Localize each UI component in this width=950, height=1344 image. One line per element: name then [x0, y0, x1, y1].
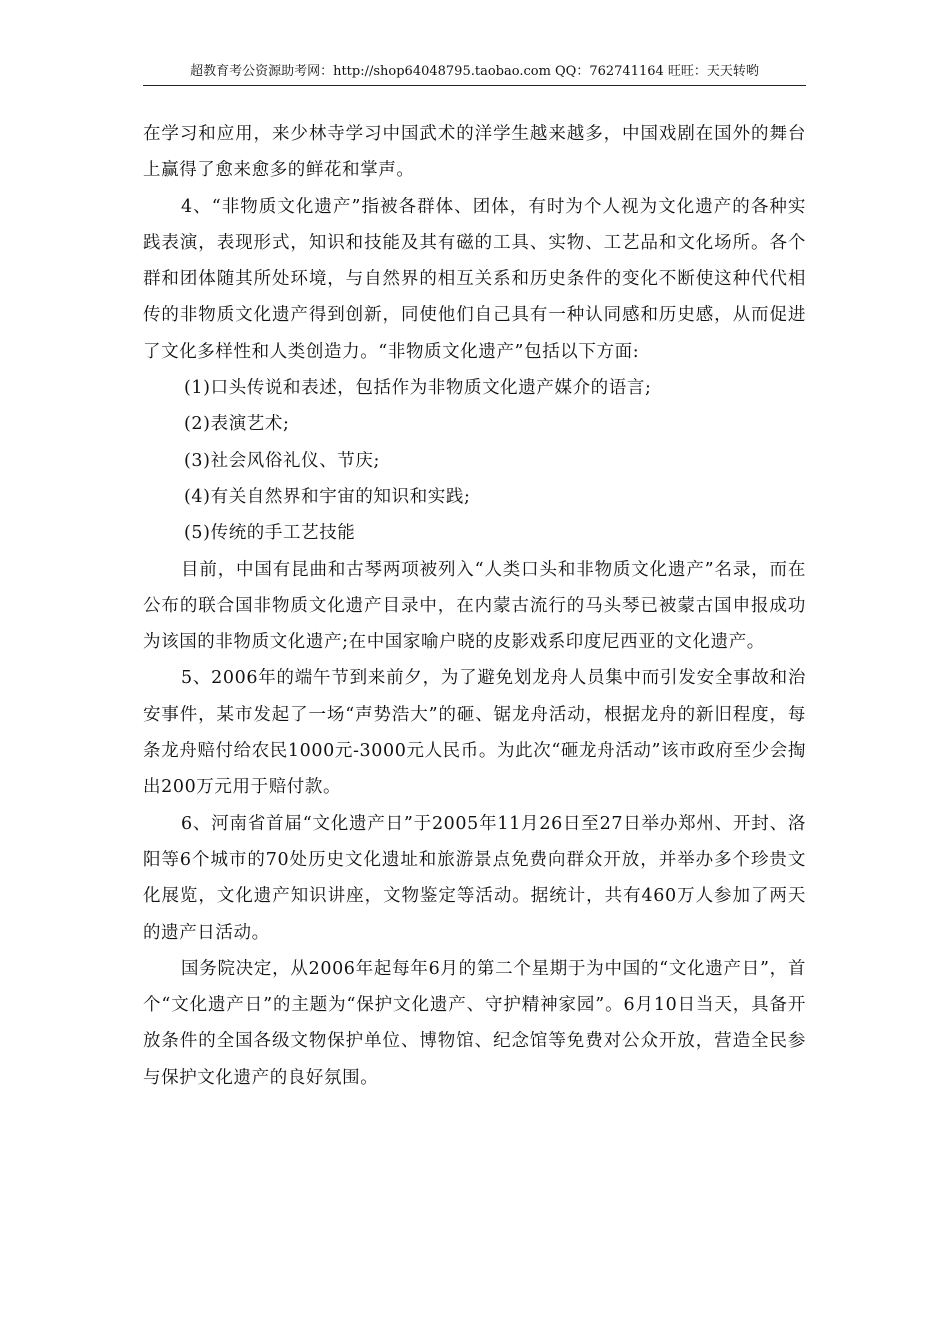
document-body [143, 116, 806, 1096]
paragraph-continuation: 在学习和应用，来少林寺学习中国武术的洋学生越来越多，中国戏剧在国外的舞台上赢得了愈来愈多的鲜花和掌声。 [143, 124, 806, 181]
paragraph-heritage-day: 国务院决定，从2006年起每年6月的第二个星期于为中国的“文化遗产日”，首个“文化遗产日”的主题为“保护文化遗产、守护精神家园”。6月10日当天，具备开放条件的全国各级文物保护单位、博物馆、纪念馆等免费对公众开放，营造全民参与保护文化遗产的良好氛围。 [143, 958, 806, 1088]
paragraph-current-status: 目前，中国有昆曲和古琴两项被列入“人类口头和非物质文化遗产”名录，而在公布的联合国非物质文化遗产目录中，在内蒙古流行的马头琴已被蒙古国申报成功为该国的非物质文化遗产;在中国家喻户晓的皮影戏系印度尼西亚的文化遗产。 [143, 559, 806, 653]
paragraph-item-6: 6、河南省首届“文化遗产日”于2005年11月26日至27日举办郑州、开封、洛阳等6个城市的70处历史文化遗址和旅游景点免费向群众开放，并举办多个珍贵文化展览，文化遗产知识讲座，文物鉴定等活动。据统计，共有460万人参加了两天的遗产日活动。 [143, 813, 806, 943]
list-item-4: (4)有关自然界和宇宙的知识和实践; [184, 486, 471, 507]
paragraph-item-5: 5、2006年的端午节到来前夕，为了避免划龙舟人员集中而引发安全事故和治安事件，某市发起了一场“声势浩大”的砸、锯龙舟活动，根据龙舟的新旧程度，每条龙舟赔付给农民1000元-3000元人民币。为此次“砸龙舟活动”该市政府至少会掏出200万元用于赔付款。 [143, 668, 806, 798]
list-item-3: (3)社会风俗礼仪、节庆; [184, 450, 380, 471]
page-header: 超教育考公资源助考网：http://shop64048795.taobao.com QQ：762741164 旺旺：天天转哟 [143, 63, 806, 86]
paragraph-item-4: 4、“非物质文化遗产”指被各群体、团体，有时为个人视为文化遗产的各种实践表演，表现形式，知识和技能及其有磁的工具、实物、工艺品和文化场所。各个群和团体随其所处环境，与自然界的相互关系和历史条件的变化不断使这种代代相传的非物质文化遗产得到创新，同使他们自己具有一种认同感和历史感，从而促进了文化多样性和人类创造力。“非物质文化遗产”包括以下方面: [143, 196, 806, 362]
list-item-1: (1)口头传说和表述，包括作为非物质文化遗产媒介的语言; [184, 378, 652, 399]
list-item-5: (5)传统的手工艺技能 [184, 523, 356, 544]
list-item-2: (2)表演艺术; [184, 414, 290, 435]
